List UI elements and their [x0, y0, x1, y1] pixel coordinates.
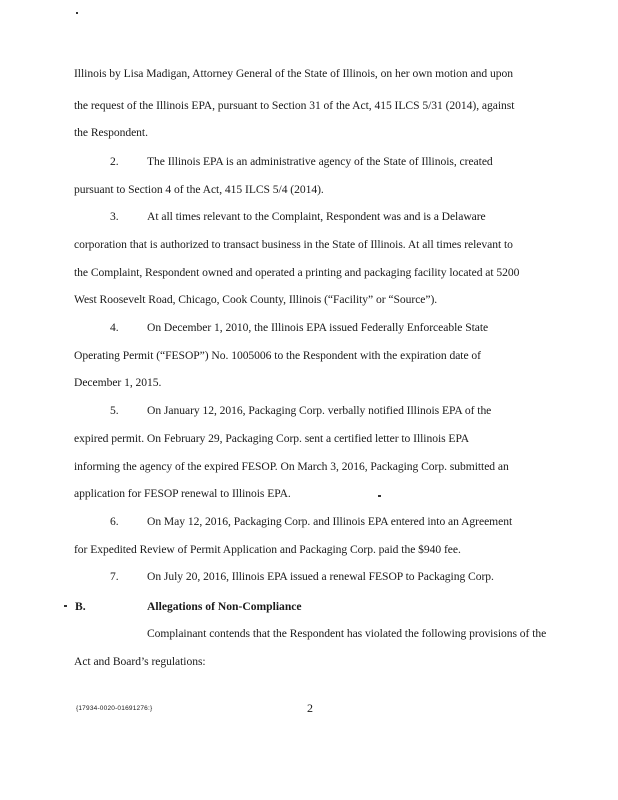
paragraph-line: On May 12, 2016, Packaging Corp. and Illinois EPA entered into an Agreement	[147, 515, 513, 528]
paragraph-number: 7.	[110, 570, 119, 583]
paragraph-line: On December 1, 2010, the Illinois EPA issued Federally Enforceable State	[147, 321, 489, 334]
paragraph-line: informing the agency of the expired FESOP. On March 3, 2016, Packaging Corp. submitted an	[74, 460, 509, 473]
paragraph-line: December 1, 2015.	[74, 376, 162, 389]
paragraph-number: 2.	[110, 155, 119, 168]
paragraph-line: pursuant to Section 4 of the Act, 415 ILCS 5/4 (2014).	[74, 183, 324, 196]
paragraph-line: the Complaint, Respondent owned and operated a printing and packaging facility located at 5200	[74, 266, 520, 279]
paragraph-line: expired permit. On February 29, Packaging Corp. sent a certified letter to Illinois EPA	[74, 432, 470, 445]
paragraph-line: Operating Permit (“FESOP”) No. 1005006 to the Respondent with the expiration date of	[74, 349, 481, 362]
paragraph-line: On January 12, 2016, Packaging Corp. verbally notified Illinois EPA of the	[147, 404, 492, 417]
paragraph-number: 3.	[110, 210, 119, 223]
paragraph-number: 4.	[110, 321, 119, 334]
paragraph-line: The Illinois EPA is an administrative agency of the State of Illinois, created	[147, 155, 493, 168]
section-number: B.	[75, 600, 86, 613]
paragraph-line: Complainant contends that the Respondent has violated the following provisions of the	[147, 627, 547, 640]
section-heading: Allegations of Non-Compliance	[147, 600, 302, 613]
scan-speck	[378, 495, 381, 497]
paragraph-line: for Expedited Review of Permit Application and Packaging Corp. paid the $940 fee.	[74, 543, 461, 556]
paragraph-line: application for FESOP renewal to Illinois EPA.	[74, 487, 291, 500]
page-number: 2	[307, 701, 313, 715]
paragraph-line: At all times relevant to the Complaint, Respondent was and is a Delaware	[147, 210, 486, 223]
paragraph-number: 6.	[110, 515, 119, 528]
scan-speck	[64, 605, 67, 607]
paragraph-line: On July 20, 2016, Illinois EPA issued a renewal FESOP to Packaging Corp.	[147, 570, 494, 583]
paragraph-line: Act and Board’s regulations:	[74, 655, 206, 668]
scan-speck	[76, 12, 78, 14]
document-code: {17934-0020-01691276:}	[76, 705, 153, 712]
paragraph-line: the request of the Illinois EPA, pursuant to Section 31 of the Act, 415 ILCS 5/31 (2014), against	[74, 99, 515, 112]
paragraph-line: the Respondent.	[74, 126, 148, 139]
paragraph-line: corporation that is authorized to transact business in the State of Illinois. At all times relevant to	[74, 238, 513, 251]
paragraph-line: Illinois by Lisa Madigan, Attorney General of the State of Illinois, on her own motion and upon	[74, 67, 513, 80]
paragraph-number: 5.	[110, 404, 119, 417]
paragraph-line: West Roosevelt Road, Chicago, Cook County, Illinois (“Facility” or “Source”).	[74, 293, 438, 306]
